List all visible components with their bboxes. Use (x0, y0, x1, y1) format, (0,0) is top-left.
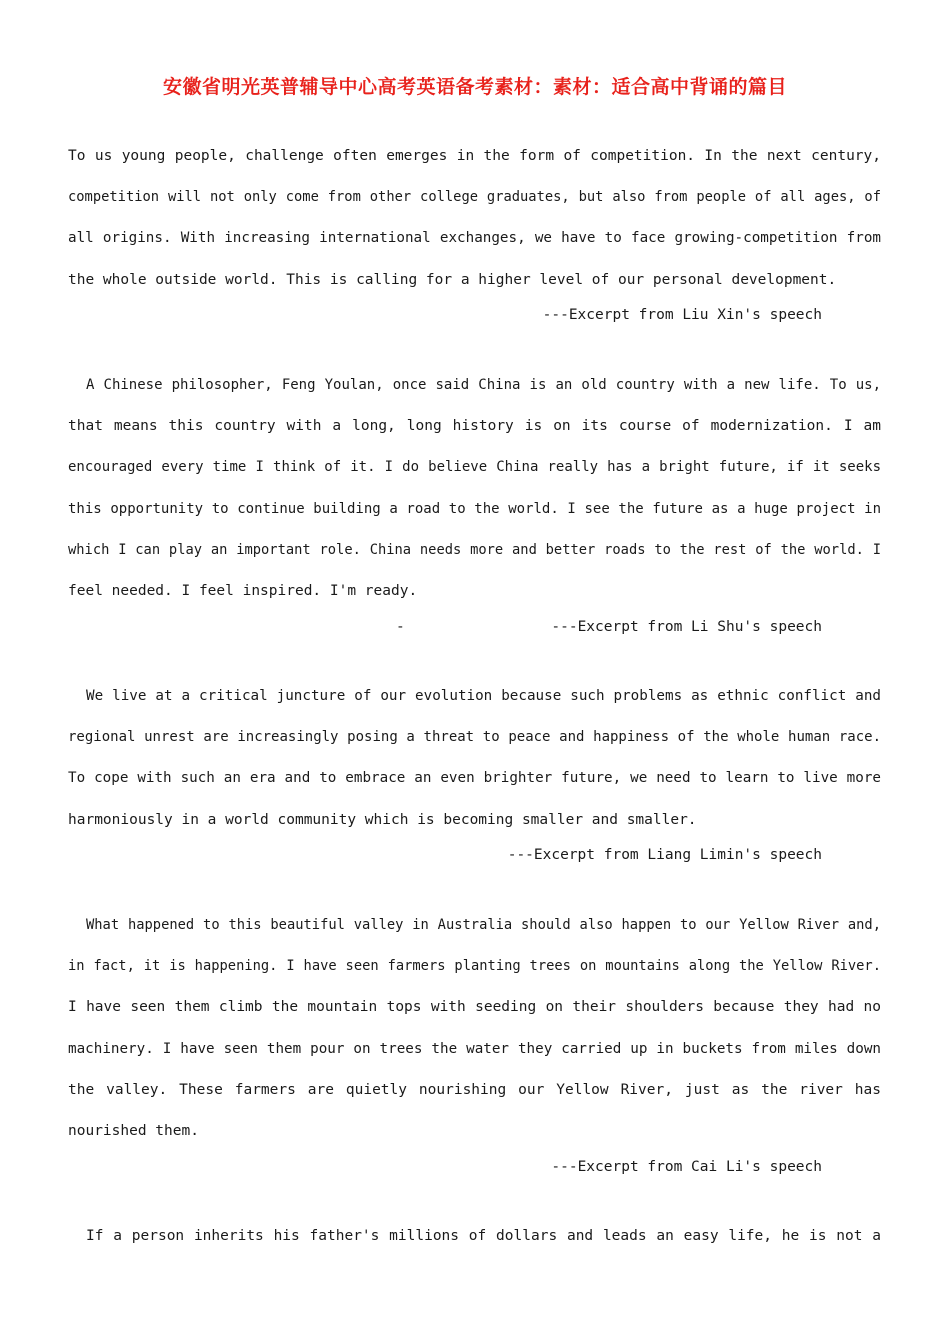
page-title: 安徽省明光英普辅导中心高考英语备考素材：素材：适合高中背诵的篇目 (162, 76, 787, 98)
attribution-liu-xin: ---Excerpt from Liu Xin's speech (542, 307, 822, 323)
passage-line: What happened to this beautiful valley in Australia should also happen to our Yellow River and, (86, 917, 881, 933)
passage-5 (68, 1216, 881, 1257)
passage-line: regional unrest are increasingly posing a threat to peace and happiness of the whole human race. (68, 729, 881, 746)
passage-line: We live at a critical juncture of our evolution because such problems as ethnic conflict and (86, 688, 881, 704)
passage-line: A Chinese philosopher, Feng Youlan, once said China is an old country with a new life. To us, (86, 377, 881, 393)
passage-line: To cope with such an era and to embrace an even brighter future, we need to learn to live more (68, 770, 881, 787)
passage-line: I have seen them climb the mountain tops with seeding on their shoulders because they had no (68, 999, 881, 1016)
passage-line: that means this country with a long, long history is on its course of modernization. I am (68, 418, 881, 435)
passage-line: all origins. With increasing international exchanges, we have to face growing-competition from (68, 230, 881, 247)
passage-line: encouraged every time I think of it. I do believe China really has a bright future, if it seeks (68, 459, 881, 476)
passage-line: machinery. I have seen them pour on trees the water they carried up in buckets from miles down (68, 1040, 881, 1057)
passage-line: which I can play an important role. China needs more and better roads to the rest of the world. I (68, 541, 881, 558)
passage-line: in fact, it is happening. I have seen farmers planting trees on mountains along the Yellow River. (68, 958, 881, 975)
passage-line: this opportunity to continue building a road to the world. I see the future as a huge project in (68, 500, 881, 517)
attribution-liang-limin: ---Excerpt from Liang Limin's speech (507, 847, 822, 863)
passage-4 (68, 905, 881, 1152)
passage-line: the whole outside world. This is calling for a higher level of our personal development. (68, 271, 837, 288)
passage-3 (68, 676, 881, 841)
passage-line: the valley. These farmers are quietly nourishing our Yellow River, just as the river has (68, 1081, 881, 1098)
attribution-cai-li: ---Excerpt from Cai Li's speech (551, 1159, 822, 1175)
passage-line: nourished them. (68, 1123, 199, 1140)
passage-line: If a person inherits his father's millions of dollars and leads an easy life, he is not a (86, 1228, 881, 1244)
passage-line: harmoniously in a world community which is becoming smaller and smaller. (68, 811, 697, 828)
passage-line: feel needed. I feel inspired. I'm ready. (68, 583, 418, 600)
passage-line: To us young people, challenge often emerges in the form of competition. In the next century, (68, 148, 881, 164)
attribution-li-shu: ---Excerpt from Li Shu's speech (551, 619, 822, 635)
passage-1 (68, 136, 881, 301)
passage-2 (68, 365, 881, 612)
passage-line: competition will not only come from other college graduates, but also from people of all ages, of (68, 189, 881, 206)
stray-dash-mark: - (396, 619, 405, 635)
